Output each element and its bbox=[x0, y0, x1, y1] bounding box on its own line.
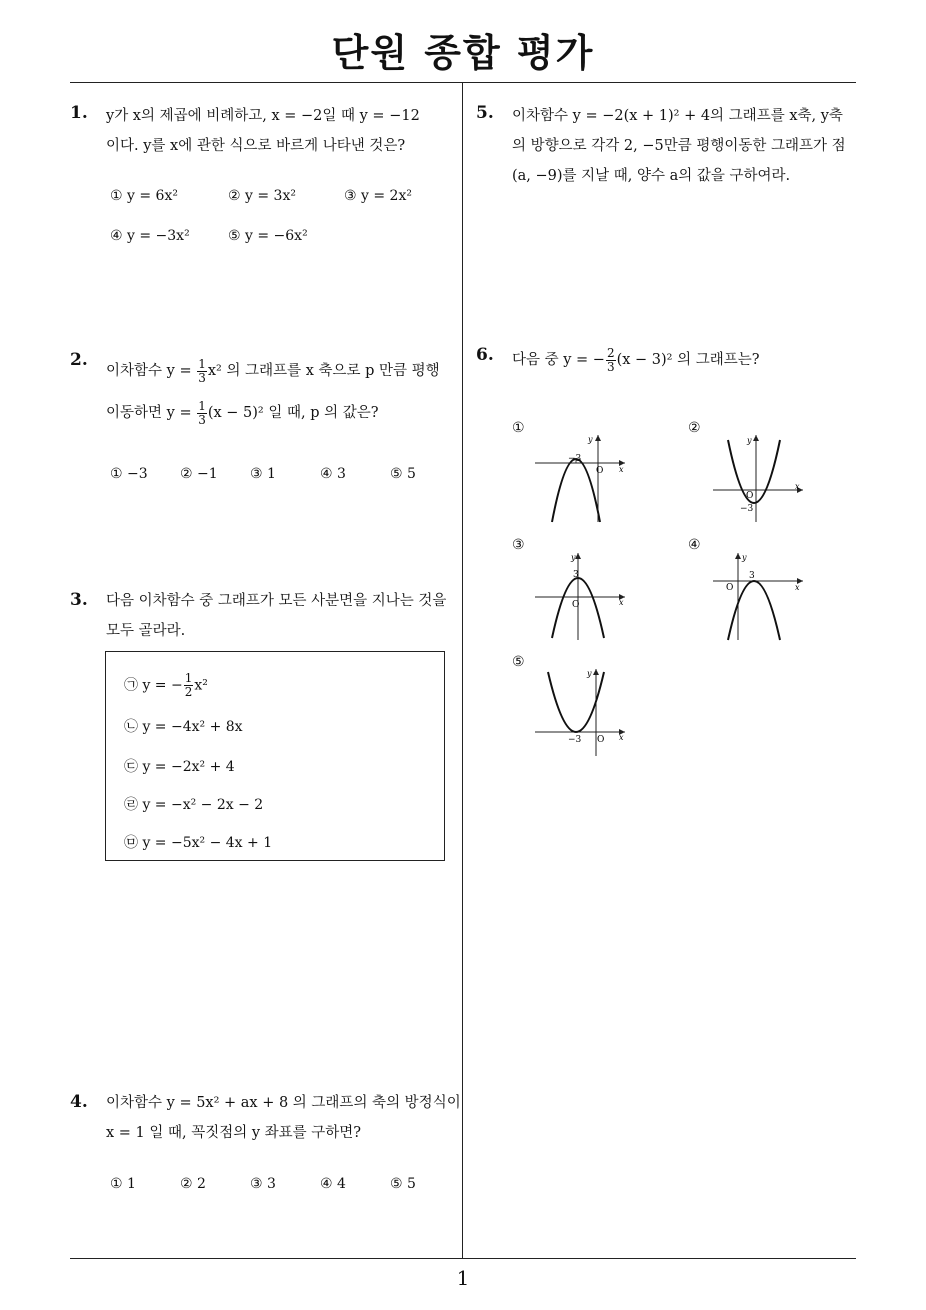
option-5[interactable]: ⑤ 5 bbox=[390, 1176, 416, 1192]
question-line bbox=[106, 392, 466, 434]
graph-option-3-label[interactable]: ③ bbox=[512, 537, 525, 553]
fraction bbox=[606, 347, 616, 374]
parabola-curve bbox=[728, 440, 780, 503]
origin-label: O bbox=[746, 491, 754, 501]
y-axis-label: y bbox=[747, 436, 752, 445]
option-3[interactable]: ③ 1 bbox=[250, 466, 276, 482]
fraction-denominator: 2 bbox=[184, 685, 193, 699]
choice-item-4[interactable]: ㉣ y = −x² − 2x − 2 bbox=[124, 797, 264, 813]
option-2[interactable]: ② 2 bbox=[180, 1176, 206, 1192]
question-number: 5. bbox=[476, 103, 494, 123]
text-segment: ㉠ y = − bbox=[124, 677, 183, 694]
fraction-numerator: 1 bbox=[184, 671, 193, 685]
y-tick-label: −3 bbox=[740, 504, 754, 514]
y-axis-arrow bbox=[735, 553, 741, 559]
x-axis-label: x bbox=[795, 583, 800, 592]
y-axis-label: y bbox=[571, 553, 576, 562]
top-rule bbox=[70, 82, 856, 83]
graph-option-5-label[interactable]: ⑤ bbox=[512, 654, 525, 670]
question-text bbox=[106, 586, 476, 646]
question-text bbox=[106, 350, 466, 434]
y-axis-label: y bbox=[587, 669, 592, 678]
graph-option-5[interactable] bbox=[530, 664, 630, 759]
question-number: 4. bbox=[70, 1092, 88, 1112]
y-axis-label: y bbox=[742, 553, 747, 562]
graph-option-4-label[interactable]: ④ bbox=[688, 537, 701, 553]
option-3[interactable]: ③ 3 bbox=[250, 1176, 276, 1192]
option-5[interactable]: ⑤ y = −6x² bbox=[228, 228, 308, 244]
text-segment: 이동하면 y = bbox=[106, 405, 197, 421]
y-axis-arrow bbox=[593, 669, 599, 675]
fraction bbox=[197, 400, 207, 427]
bottom-rule bbox=[70, 1258, 856, 1259]
origin-label: O bbox=[572, 600, 580, 610]
fraction-numerator: 1 bbox=[198, 356, 206, 371]
question-text bbox=[512, 345, 872, 375]
fraction bbox=[197, 358, 207, 385]
question-text bbox=[106, 101, 456, 161]
x-tick-label: 3 bbox=[749, 571, 755, 581]
fraction-numerator: 1 bbox=[198, 398, 206, 413]
option-3[interactable]: ③ y = 2x² bbox=[344, 188, 412, 204]
x-tick-label: −3 bbox=[568, 735, 582, 745]
text-segment: (x − 3)² 의 그래프는? bbox=[616, 352, 760, 368]
fraction bbox=[184, 672, 194, 699]
parabola-curve bbox=[728, 581, 780, 640]
option-1[interactable]: ① y = 6x² bbox=[110, 188, 178, 204]
question-line bbox=[106, 350, 466, 392]
option-1[interactable]: ① 1 bbox=[110, 1176, 136, 1192]
y-axis-label: y bbox=[588, 435, 593, 444]
origin-label: O bbox=[596, 466, 604, 476]
graph-option-1-label[interactable]: ① bbox=[512, 420, 525, 436]
y-axis-arrow bbox=[595, 435, 601, 441]
question-number: 1. bbox=[70, 103, 88, 123]
question-line: 다음 이차함수 중 그래프가 모든 사분면을 지나는 것을 bbox=[106, 593, 447, 609]
option-2[interactable]: ② y = 3x² bbox=[228, 188, 296, 204]
x-axis-label: x bbox=[619, 598, 624, 607]
question-number: 2. bbox=[70, 350, 88, 370]
choice-item-5[interactable]: ㉤ y = −5x² − 4x + 1 bbox=[124, 835, 273, 851]
text-segment: x² 의 그래프를 x 축으로 p 만큼 평행 bbox=[207, 363, 440, 379]
choice-item-1[interactable] bbox=[124, 672, 208, 699]
graph-option-2-label[interactable]: ② bbox=[688, 420, 701, 436]
question-line: 이다. y를 x에 관한 식으로 바르게 나타낸 것은? bbox=[106, 138, 406, 154]
x-axis-label: x bbox=[795, 482, 800, 491]
fraction-numerator: 2 bbox=[606, 345, 615, 360]
fraction-denominator: 3 bbox=[198, 412, 206, 427]
option-4[interactable]: ④ 3 bbox=[320, 466, 346, 482]
question-number: 3. bbox=[70, 590, 88, 610]
question-line: y가 x의 제곱에 비례하고, x = −2일 때 y = −12 bbox=[106, 108, 420, 124]
page-title: 단원 종합 평가 bbox=[331, 31, 595, 75]
page-number: 1 bbox=[456, 1266, 470, 1290]
question-number: 6. bbox=[476, 345, 494, 365]
option-5[interactable]: ⑤ 5 bbox=[390, 466, 416, 482]
x-axis-label: x bbox=[619, 465, 624, 474]
y-axis-arrow bbox=[575, 553, 581, 559]
origin-label: O bbox=[597, 735, 605, 745]
text-segment: x² bbox=[194, 677, 208, 694]
graph-option-3[interactable] bbox=[530, 548, 630, 643]
text-segment: 이차함수 y = bbox=[106, 363, 197, 379]
question-line: 의 방향으로 각각 2, −5만큼 평행이동한 그래프가 점 bbox=[512, 138, 846, 154]
text-segment: (x − 5)² 일 때, p 의 값은? bbox=[207, 405, 379, 421]
question-text bbox=[512, 101, 872, 191]
x-tick-label: −3 bbox=[568, 454, 582, 464]
option-2[interactable]: ② −1 bbox=[180, 466, 218, 482]
choice-item-2[interactable]: ㉡ y = −4x² + 8x bbox=[124, 719, 243, 735]
graph-option-4[interactable] bbox=[708, 548, 808, 643]
fraction-denominator: 3 bbox=[198, 370, 206, 385]
question-text bbox=[106, 1088, 476, 1148]
graph-option-1[interactable] bbox=[530, 430, 630, 525]
fraction-denominator: 3 bbox=[606, 359, 615, 374]
question-line: 모두 골라라. bbox=[106, 623, 186, 639]
option-1[interactable]: ① −3 bbox=[110, 466, 148, 482]
column-divider bbox=[462, 82, 463, 1258]
y-axis-arrow bbox=[753, 435, 759, 441]
text-segment: 다음 중 y = − bbox=[512, 352, 605, 368]
q3-choices-box bbox=[105, 651, 445, 861]
graph-option-2[interactable] bbox=[708, 430, 808, 525]
choice-item-3[interactable]: ㉢ y = −2x² + 4 bbox=[124, 759, 235, 775]
question-line: x = 1 일 때, 꼭짓점의 y 좌표를 구하면? bbox=[106, 1125, 362, 1141]
x-axis-label: x bbox=[619, 733, 624, 742]
y-tick-label: 3 bbox=[573, 570, 579, 580]
option-4[interactable]: ④ 4 bbox=[320, 1176, 346, 1192]
option-4[interactable]: ④ y = −3x² bbox=[110, 228, 190, 244]
question-line: 이차함수 y = 5x² + ax + 8 의 그래프의 축의 방정식이 bbox=[106, 1095, 461, 1111]
question-line: (a, −9)를 지날 때, 양수 a의 값을 구하여라. bbox=[512, 168, 791, 184]
question-line: 이차함수 y = −2(x + 1)² + 4의 그래프를 x축, y축 bbox=[512, 108, 843, 124]
parabola-curve bbox=[552, 459, 600, 522]
origin-label: O bbox=[726, 583, 734, 593]
